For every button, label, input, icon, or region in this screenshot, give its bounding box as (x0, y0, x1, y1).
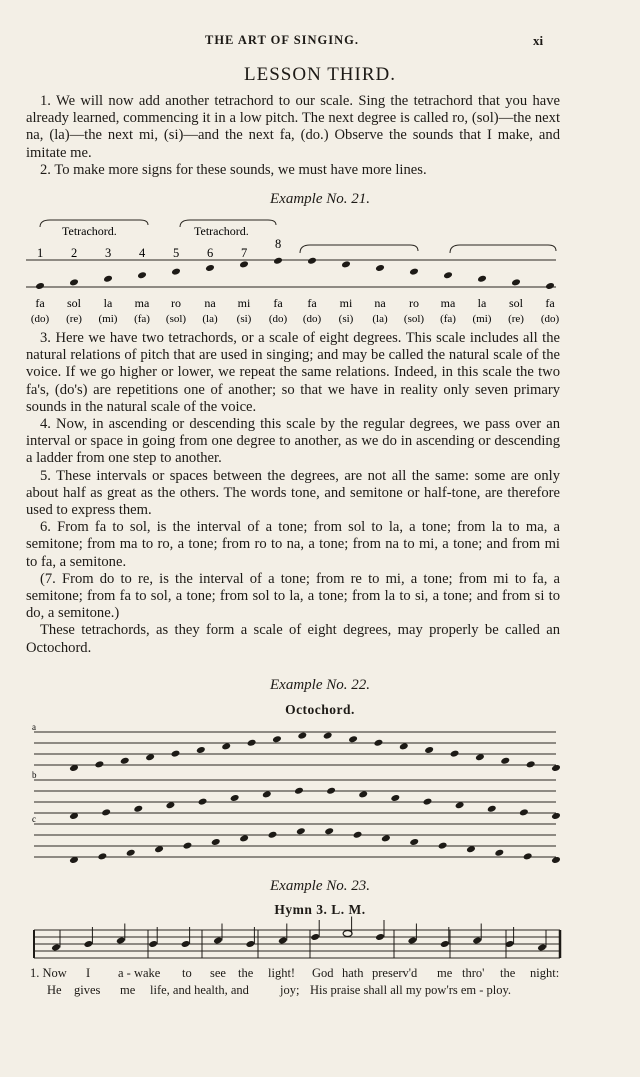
note-head (116, 936, 126, 944)
hymn-word: life, and health, and (150, 983, 249, 997)
note-head (407, 936, 417, 944)
hymn-word: His praise shall all my pow'rs em - ploy. (310, 983, 512, 997)
note-head (296, 827, 306, 835)
syllable: fa (307, 296, 317, 310)
paragraph-7: (7. From do to re, is the interval of a tone; from re to mi, a tone; from mi to fa, a semitone; from fa to sol, a tone; from sol to la, a tone; from la to si, a tone; and from si to do, a semitone.) (26, 570, 560, 622)
hymn-word: thro' (462, 966, 485, 980)
note-head (310, 933, 320, 941)
hymn-word: me (120, 983, 136, 997)
solfege: (fa) (134, 313, 150, 325)
example-21-title: Example No. 21. (270, 191, 370, 207)
example-22-staves (0, 724, 640, 864)
note-head (51, 943, 61, 951)
hymn-word: the (500, 966, 516, 980)
note-head (494, 849, 504, 857)
syllable: sol (66, 296, 82, 310)
paragraph-1: 1. We will now add another tetrachord to our scale. Sing the tetrachord that you have already learned, commencing it in a low pitch. The next degree is called ro, (sol)—the next na, (la)—the next mi, (si)—and the next fa, (do.) Observe the sounds that I make, and imitate me. (26, 93, 560, 161)
note-head (278, 936, 288, 944)
note-head (230, 794, 240, 802)
hymn-word: gives (74, 983, 101, 997)
note-head (69, 278, 79, 286)
syllable: mi (339, 296, 353, 310)
solfege: (la) (372, 313, 388, 325)
solfege: (do) (540, 313, 560, 325)
solfege: (si) (338, 313, 354, 325)
hymn-word: I (86, 966, 91, 980)
note-head (272, 735, 282, 743)
staff-label: c (32, 814, 36, 824)
degree-number: 3 (105, 246, 112, 260)
note-head (211, 838, 221, 846)
hymn-title: Hymn 3. L. M. (274, 902, 366, 917)
note-head (424, 746, 434, 754)
degree-number: 6 (207, 246, 214, 260)
staff-label: b (32, 770, 37, 780)
note-head (323, 732, 333, 740)
tetrachord-bracket-desc-left (300, 245, 418, 253)
note-head (450, 750, 460, 758)
hymn-word: the (238, 966, 254, 980)
note-head (326, 787, 336, 795)
note-head (239, 834, 249, 842)
note-head (390, 794, 400, 802)
note-head (423, 798, 433, 806)
example-23-title: Example No. 23. (270, 878, 370, 894)
bracket-label-right: Tetrachord. (194, 224, 249, 238)
hymn-word: joy; (280, 983, 300, 997)
note-head (221, 742, 231, 750)
solfege: (fa) (440, 313, 456, 325)
note-head (374, 739, 384, 747)
note-head (375, 264, 385, 272)
running-header (0, 33, 640, 51)
syllable: ro (409, 296, 419, 310)
note-head (399, 742, 409, 750)
degree-number: 4 (139, 246, 146, 260)
hymn-word: me (437, 966, 453, 980)
syllable: mi (237, 296, 251, 310)
note-head (440, 940, 450, 948)
note-head (297, 732, 307, 740)
syllable: na (374, 296, 386, 310)
note-head (409, 838, 419, 846)
note-head (213, 936, 223, 944)
solfege: (mi) (98, 313, 118, 325)
note-head (375, 933, 385, 941)
syllable: fa (273, 296, 283, 310)
degree-number: 5 (173, 246, 180, 260)
note-head (183, 842, 193, 850)
note-head (133, 805, 143, 813)
note-head (511, 278, 521, 286)
note-head (198, 798, 208, 806)
note-head (35, 282, 45, 290)
degree-number: 8 (275, 237, 282, 251)
note-head (196, 746, 206, 754)
syllable: sol (508, 296, 524, 310)
solfege: (re) (508, 313, 524, 325)
note-head (526, 760, 536, 768)
note-head (487, 805, 497, 813)
note-head (171, 750, 181, 758)
solfege: (mi) (472, 313, 492, 325)
note-head (545, 282, 555, 290)
note-head (205, 264, 215, 272)
syllable: na (204, 296, 216, 310)
note-head (353, 831, 363, 839)
note-head (273, 257, 283, 265)
syllable: ro (171, 296, 181, 310)
degree-number: 7 (241, 246, 248, 260)
lesson-intro-text (26, 93, 560, 179)
solfege: (sol) (165, 313, 187, 325)
note-head (523, 852, 533, 860)
note-head (443, 271, 453, 279)
note-head (472, 936, 482, 944)
paragraph-6: 6. From fa to sol, is the interval of a tone; from sol to la, a tone; from la to ma, a semitone; from ma to ro, a tone; from ro to na, a tone; from na to mi, a tone; and from mi to fa, a semitone. (26, 519, 560, 570)
half-note-head (343, 931, 352, 937)
paragraph-3: 3. Here we have two tetrachords, or a scale of eight degrees. This scale includes all the natural relations of pitch that are used in singing; and may be called the natural scale of the voice. If we go higher or lower, we repeat the same relations. Indeed, in this scale the two fa's, (do's) are repetitions one of another; so that we have in reality only seven primary sounds in the natural scale of the voice. (26, 330, 560, 415)
syllable: fa (545, 296, 555, 310)
note-head (126, 849, 136, 857)
solfege: (la) (202, 313, 218, 325)
note-head (97, 852, 107, 860)
note-head (348, 735, 358, 743)
hymn-word: to (182, 966, 192, 980)
solfege: (do) (268, 313, 288, 325)
note-head (409, 268, 419, 276)
note-head (247, 739, 257, 747)
note-head (341, 260, 351, 268)
staff-label: a (32, 722, 36, 732)
hymn-word: preserv'd (372, 966, 418, 980)
note-head (537, 943, 547, 951)
example-22-subtitle: Octochord. (285, 702, 355, 717)
note-head (307, 257, 317, 265)
note-head (137, 271, 147, 279)
solfege: (si) (236, 313, 252, 325)
paragraph-5: 5. These intervals or spaces between the degrees, are not all the same: some are only about half as great as the others. The words tone, and semitone or half-tone, are therefore used to express them. (26, 467, 560, 519)
syllable: la (103, 296, 113, 310)
hymn-word: He (47, 983, 62, 997)
solfege: (do) (30, 313, 50, 325)
hymn-word: see (210, 966, 226, 980)
example-22-title: Example No. 22. (270, 677, 370, 693)
hymn-word: a - wake (118, 966, 161, 980)
note-head (120, 757, 130, 765)
note-head (83, 940, 93, 948)
page-number: xi (533, 33, 544, 48)
note-head (438, 842, 448, 850)
solfege: (re) (66, 313, 82, 325)
hymn-word: God (312, 966, 334, 980)
note-head (477, 275, 487, 283)
note-head (294, 787, 304, 795)
bracket-label-left: Tetrachord. (62, 224, 117, 238)
paragraph-4: 4. Now, in ascending or descending this scale by the regular degrees, we pass over an interval or space in going from one degree to another, as we do in ascending or descending a ladder from one step to another. (26, 416, 560, 467)
note-head (262, 790, 272, 798)
syllable: ma (440, 296, 456, 310)
lesson-body-text (26, 330, 560, 657)
paragraph-8: These tetrachords, as they form a scale of eight degrees, may properly be called an Octochord. (26, 622, 560, 656)
note-head (171, 268, 181, 276)
solfege: (sol) (403, 313, 425, 325)
hymn-word: light! (268, 966, 296, 980)
note-head (500, 757, 510, 765)
note-head (94, 760, 104, 768)
note-head (239, 260, 249, 268)
note-head (324, 827, 334, 835)
running-title: THE ART OF SINGING. (205, 33, 360, 47)
syllable: la (477, 296, 487, 310)
example-21-staff (0, 215, 640, 335)
note-head (358, 790, 368, 798)
note-head (103, 275, 113, 283)
note-head (245, 940, 255, 948)
note-head (148, 940, 158, 948)
syllable: ma (134, 296, 150, 310)
note-head (381, 834, 391, 842)
tetrachord-bracket-desc-right (450, 245, 556, 253)
degree-number: 1 (37, 246, 44, 260)
lesson-title: LESSON THIRD. (244, 64, 396, 85)
hymn-word: hath (342, 966, 364, 980)
hymn-word: 1. Now (30, 966, 67, 980)
degree-number: 2 (71, 246, 78, 260)
note-head (268, 831, 278, 839)
solfege: (do) (302, 313, 322, 325)
hymn-word: night: (530, 966, 560, 980)
note-head (101, 808, 111, 816)
note-head (519, 808, 529, 816)
note-head (181, 940, 191, 948)
paragraph-2: 2. To make more signs for these sounds, we must have more lines. (40, 161, 427, 178)
syllable: fa (35, 296, 45, 310)
